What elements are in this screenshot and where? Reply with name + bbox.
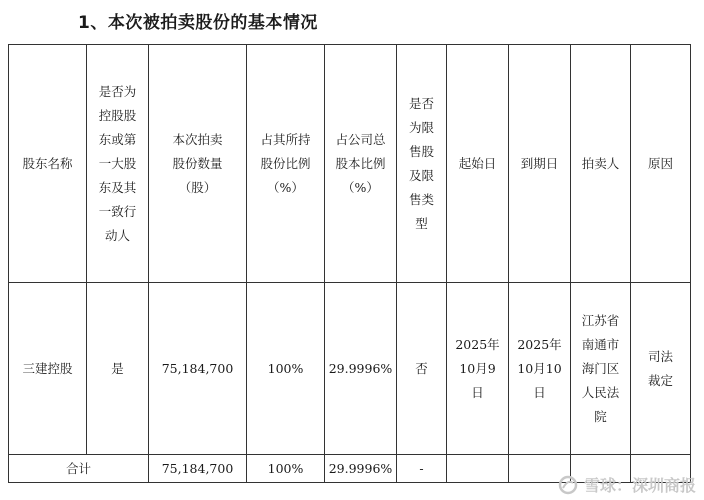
header-shareholder: 股东名称 [9,45,87,283]
cell-total-restricted: - [397,455,447,483]
cell-auctioneer: 江苏省 南通市 海门区 人民法 院 [571,283,631,455]
cell-end-date: 2025年 10月10 日 [509,283,571,455]
header-end-date: 到期日 [509,45,571,283]
cell-start-date: 2025年 10月9 日 [447,283,509,455]
cell-pct-total: 29.9996% [325,283,397,455]
watermark-text: 雪球：深圳商报 [583,476,696,495]
cell-pct-held: 100% [247,283,325,455]
header-pct-held: 占其所持 股份比例 （%） [247,45,325,283]
header-is-controlling: 是否为 控股股 东或第 一大股 东及其 一致行 动人 [87,45,149,283]
cell-restricted: 否 [397,283,447,455]
table-row [9,283,691,455]
snowball-icon [558,475,578,495]
cell-is-controlling: 是 [87,283,149,455]
header-auctioneer: 拍卖人 [571,45,631,283]
header-start-date: 起始日 [447,45,509,283]
cell-shares: 75,184,700 [149,283,247,455]
cell-total-label: 合计 [9,455,149,483]
header-reason: 原因 [631,45,691,283]
cell-shareholder: 三建控股 [9,283,87,455]
cell-total-start [447,455,509,483]
header-pct-total: 占公司总 股本比例 （%） [325,45,397,283]
header-restricted: 是否 为限 售股 及限 售类 型 [397,45,447,283]
section-heading: 1、本次被拍卖股份的基本情况 [78,13,318,33]
watermark [558,473,696,496]
cell-total-pct-held: 100% [247,455,325,483]
table-header-row [9,45,691,283]
header-shares: 本次拍卖 股份数量 （股） [149,45,247,283]
cell-reason: 司法 裁定 [631,283,691,455]
cell-total-shares: 75,184,700 [149,455,247,483]
auction-shares-table [8,44,691,483]
cell-total-pct-total: 29.9996% [325,455,397,483]
